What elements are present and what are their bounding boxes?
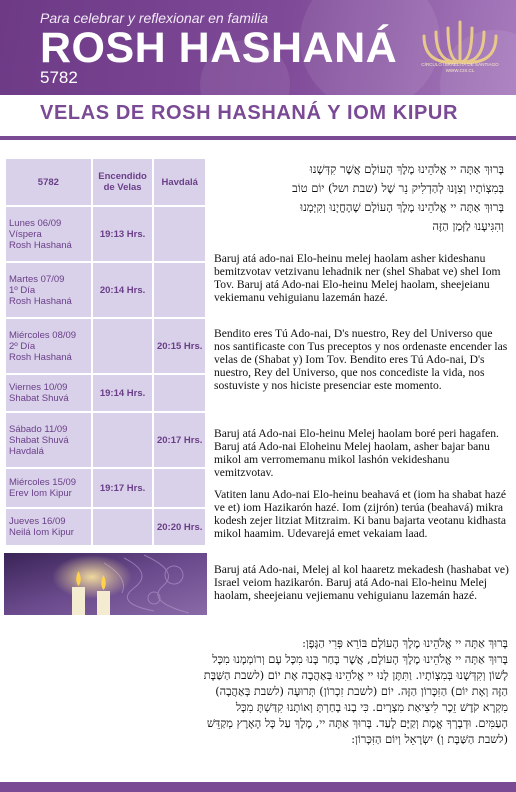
table-row [5, 374, 206, 412]
hebrew-line: בָּרוּךְ אַתָּה יי אֱלֹהֵינוּ מֶלֶךְ הָעוֹלָם בּוֹרֵא פְּרִי הַגָּפֶן: [302, 637, 508, 650]
day-label: Neilá Iom Kipur [9, 527, 74, 538]
day-label: Víspera [9, 228, 42, 240]
havdala-time: 20:15 Hrs. [153, 318, 206, 374]
lighting-time: 19:14 Hrs. [92, 374, 154, 412]
day-date: Miércoles 15/09 [9, 477, 77, 488]
day-cell [5, 508, 92, 546]
lighting-time: 19:13 Hrs. [92, 206, 154, 262]
havdala-time [153, 374, 206, 412]
transliteration-kiddush-part1: Baruj atá Ado-nai Elo-heinu Melej haolam boré peri hagafen. Baruj atá Ado-nai Eloheinu Melej haolam, asher bajar banu mikol am verromemanu mikol lashón vekideshanu vemitzvotav. [214, 427, 499, 479]
lighting-time [92, 318, 154, 374]
day-cell [5, 468, 92, 508]
col-header-havdala: Havdalá [153, 158, 206, 206]
header-banner [0, 0, 516, 95]
footer-bar [0, 782, 516, 792]
day-label: Shabat Shuvá [9, 434, 69, 446]
hebrew-line: (לשבת הַשַּׁבָּת וְ) יִשְׂרָאֵל וְיוֹם הַזִּכָּרוֹן: [351, 733, 508, 746]
day-cell [5, 374, 92, 412]
section-title: VELAS DE ROSH HASHANÁ Y IOM KIPUR [40, 102, 459, 124]
day-label: Erev Iom Kipur [9, 488, 72, 499]
lighting-time [92, 508, 154, 546]
year-label: 5782 [40, 68, 78, 87]
havdala-time: 20:20 Hrs. [153, 508, 206, 546]
table-row [5, 508, 206, 546]
table-row [5, 206, 206, 262]
table-row [5, 412, 206, 468]
page-title: ROSH HASHANÁ [40, 24, 398, 72]
tagline: Para celebrar y reflexionar en familia [40, 10, 268, 26]
candle-schedule-table [4, 157, 207, 547]
table-header-row [5, 158, 206, 206]
logo-website: WWW.CIS.CL [445, 68, 475, 73]
candles-illustration [4, 553, 207, 615]
day-cell [5, 412, 92, 468]
candles-image [4, 553, 207, 615]
col-header-lighting: Encendido de Velas [92, 158, 154, 206]
lighting-time [92, 412, 154, 468]
hebrew-line: בָּרוּךְ אַתָּה יי אֱלֹהֵינוּ מֶלֶךְ הָעוֹלָם שֶׁהֶחֱיָנוּ וְקִיְּמָנוּ [300, 200, 504, 214]
day-label: Havdalá [9, 445, 44, 457]
havdala-time [153, 206, 206, 262]
hebrew-line: הָעַמִּים. וּדְבָרְךָ אֱמֶת וְקַיָּם לָעַד. בָּרוּךְ אַתָּה יי, מֶלֶךְ עַל כָּל הָאָרֶץ מְקַדֵּשׁ [206, 717, 508, 730]
havdala-time [153, 262, 206, 318]
hebrew-line: וְהִגִּיעָנוּ לַזְּמַן הַזֶּה [432, 219, 504, 233]
day-date: Viernes 10/09 [9, 382, 68, 393]
havdala-time: 20:17 Hrs. [153, 412, 206, 468]
day-label: 1º Día [9, 284, 36, 296]
transliteration-kiddush-part3: Baruj atá Ado-nai, Melej al kol haaretz mekadesh (hashabat ve) Israel veiom hazikarón. Baruj atá Ado-nai Elo-heinu Melej haolam, sheejeianu vejiemanu vehiguianu lazemán hazé. [214, 563, 509, 602]
table-row [5, 318, 206, 374]
day-label: Rosh Hashaná [9, 351, 72, 363]
day-date: Sábado 11/09 [9, 423, 68, 435]
day-cell [5, 206, 92, 262]
hebrew-line: בְּמִצְוֹתָיו וְצִוָּנוּ לְהַדְלִיק נֵר שֶׁל (שבת ושל) יוֹם טוֹב [292, 181, 504, 195]
day-cell [5, 318, 92, 374]
hebrew-line: בָּרוּךְ אַתָּה יי אֱלֹהֵינוּ מֶלֶךְ הָעוֹלָם אֲשֶׁר קִדְּשָׁנוּ [309, 162, 504, 176]
hebrew-line: מִקְרָא קֹדֶשׁ זֵכֶר לִיצִיאַת מִצְרָיִם. כִּי בָנוּ בָחַרְתָּ וְאוֹתָנוּ קִדַּשְׁתָּ מִכָּל [235, 701, 508, 714]
logo-text [412, 62, 508, 74]
lighting-time: 20:14 Hrs. [92, 262, 154, 318]
day-label: Rosh Hashaná [9, 295, 72, 307]
hebrew-line: הַזֶּה וְאֶת יוֹם) הַזִּכָּרוֹן הַזֶּה. יוֹם (לשבת זִכְרוֹן) תְּרוּעָה (לשבת בְּאַהֲבָה) [215, 685, 508, 698]
day-date: Jueves 16/09 [9, 516, 66, 527]
translation-candle-blessing: Bendito eres Tú Ado-nai, D's nuestro, Rey del Universo que nos santificaste con Tus preceptos y nos ordenaste encender las velas de (Shabat y) Iom Tov. Bendito eres Tú Ado-nai, D's nuestro, Rey del Universo, que nos concediste la vida, nos sostuviste y nos hiciste presenciar este momento. [214, 327, 508, 392]
table-row [5, 262, 206, 318]
table-row [5, 468, 206, 508]
hebrew-kiddush [28, 636, 508, 748]
day-date: Lunes 06/09 [9, 217, 62, 229]
day-cell [5, 262, 92, 318]
day-label: Shabat Shuvá [9, 393, 69, 404]
day-label: Rosh Hashaná [9, 239, 72, 251]
lighting-time: 19:17 Hrs. [92, 468, 154, 508]
transliteration-candle-blessing: Baruj atá ado-nai Elo-heinu melej haolam asher kideshanu bemitzvotav vetzivanu lehadnik ner (shel Shabat ve) shel Iom Tov. Baruj atá Ado-nai Elo-heinu Melej haolam, sheejeianu vekiemanu vehiguianu lazemán hazé. [214, 252, 501, 304]
table-year: 5782 [5, 158, 92, 206]
hebrew-line: בָּרוּךְ אַתָּה יי אֱלֹהֵינוּ מֶלֶךְ הָעוֹלָם, אֲשֶׁר בָּחַר בָּנוּ מִכָּל עָם וְרוֹמְמָנוּ מִכָּל [212, 653, 508, 666]
transliteration-kiddush-part2: Vatiten lanu Ado-nai Elo-heinu beahavá et (iom ha shabat hazé ve et) iom Hazikarón hazé. Iom (zijrón) terúa (beahavá) mikra kodesh zejer litziat Mitzraim. Ki banu bajarta veotanu kidhasta mikol haamim. Udevarejá emet vekaiam laad. [214, 488, 506, 540]
hebrew-line: לָשׁוֹן וְקִדְּשָׁנוּ בְּמִצְוֹתָיו. וַתִּתֶּן לָנוּ יי אֱלֹהֵינוּ בְּאַהֲבָה אֶת יוֹם (לשבת הַשַּׁבָּת [203, 669, 508, 682]
day-date: Miércoles 08/09 [9, 329, 77, 341]
day-label: 2º Día [9, 340, 36, 352]
divider [0, 136, 516, 140]
logo-org-name: CÍRCULO ISRAELITA DE SANTIAGO [421, 62, 499, 67]
hebrew-candle-blessing [220, 160, 504, 236]
havdala-time [153, 468, 206, 508]
day-date: Martes 07/09 [9, 273, 65, 285]
